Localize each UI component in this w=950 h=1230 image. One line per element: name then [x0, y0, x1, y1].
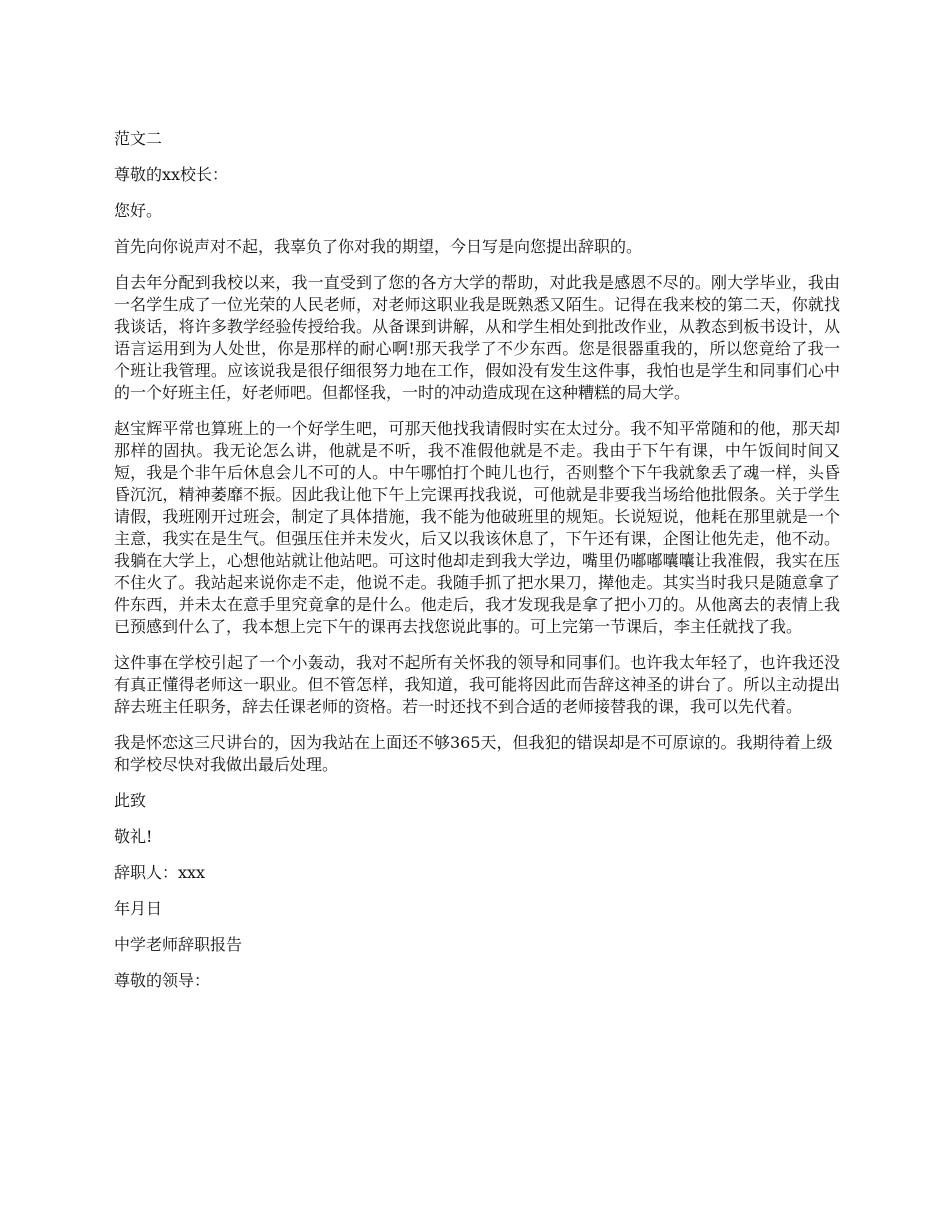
paragraph-resignation: 这件事在学校引起了一个小轰动，我对不起所有关怀我的领导和同事们。也许我太年轻了，也许我还没有真正懂得老师这一职业。但不管怎样，我知道，我可能将因此而告辞这神圣的讲台了。所以主动提出辞去班主任职务，辞去任课老师的资格。若一时还找不到合适的老师接替我的课，我可以先代着。: [114, 653, 840, 716]
paragraph-background: 自去年分配到我校以来，我一直受到了您的各方大学的帮助，对此我是感恩不尽的。刚大学毕业，我由一名学生成了一位光荣的人民老师，对老师这职业我是既熟悉又陌生。记得在我来校的第二天，你就找我谈话，将许多教学经验传授给我。从备课到讲解，从和学生相处到批改作业，从教态到板书设计，从语言运用到为人处世，你是那样的耐心啊!那天我学了不少东西。您是很器重我的，所以您竟给了我一个班让我管理。应该说我是很仔细很努力地在工作，假如没有发生这件事，我怕也是学生和同事们心中的一个好班主任，好老师吧。但都怪我，一时的冲动造成现在这种糟糕的局大学。: [114, 273, 840, 402]
document-body: [114, 128, 840, 1006]
closing-cizhi: 此致: [114, 791, 147, 810]
next-document-title: 中学老师辞职报告: [114, 935, 243, 954]
greeting: 您好。: [114, 201, 163, 220]
date-line: 年月日: [114, 899, 163, 918]
paragraph-closing-remarks: 我是怀恋这三尺讲台的，因为我站在上面还不够365天，但我犯的错误却是不可原谅的。我期待着上级和学校尽快对我做出最后处理。: [114, 733, 833, 774]
paragraph-incident: 赵宝辉平常也算班上的一个好学生吧，可那天他找我请假时实在太过分。我不知平常随和的他，那天却那样的固执。我无论怎么讲，他就是不听，我不准假他就是不走。我由于下午有课，中午饭间时间又短，我是个非午后休息会儿不可的人。中午哪怕打个盹儿也行，否则整个下午我就象丢了魂一样，头昏昏沉沉，精神萎靡不振。因此我让他下午上完课再找我说，可他就是非要我当场给他批假条。关于学生请假，我班刚开过班会，制定了具体措施，我不能为他破班里的规矩。长说短说，他耗在那里就是一个主意，我实在是生气。但强压住并未发火，后又以我该休息了，下午还有课，企图让他先走，他不动。我躺在大学上，心想他站就让他站吧。可这时他却走到我大学边，嘴里仍嘟嘟囔囔让我准假，我实在压不住火了。我站起来说你走不走，他说不走。我随手抓了把水果刀，撵他走。其实当时我只是随意拿了件东西，并未太在意手里究竟拿的是什么。他走后，我才发现我是拿了把小刀的。从他离去的表情上我已预感到什么了，我本想上完下午的课再去找您说此事的。可上完第一节课后，李主任就找了我。: [114, 419, 840, 636]
signer: 辞职人：xxx: [114, 863, 206, 882]
salutation: 尊敬的xx校长：: [114, 165, 229, 184]
next-salutation: 尊敬的领导：: [114, 971, 211, 990]
section-heading: 范文二: [114, 129, 163, 148]
paragraph-apology: 首先向你说声对不起，我辜负了你对我的期望，今日写是向您提出辞职的。: [114, 237, 643, 256]
closing-jingli: 敬礼!: [114, 827, 153, 846]
